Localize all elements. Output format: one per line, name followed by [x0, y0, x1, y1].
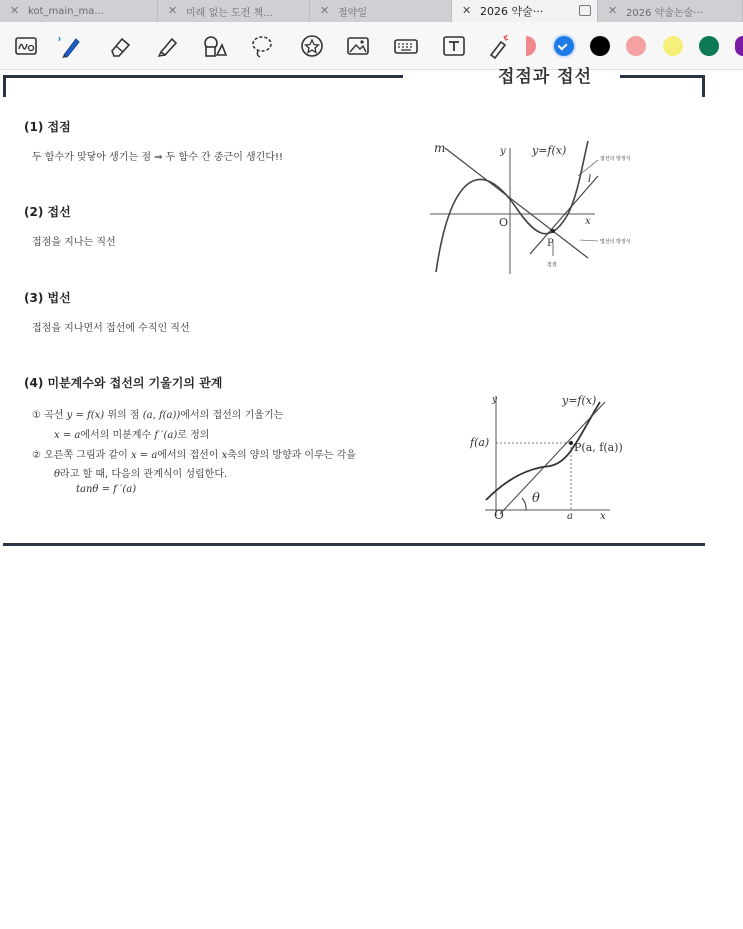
close-icon[interactable]: ✕ [320, 4, 330, 17]
star-sticker-icon [299, 33, 325, 59]
label-y: y [492, 395, 498, 405]
label-a: a [567, 511, 573, 520]
section-title-derivative-relation: (4) 미분계수와 접선의 기울기의 관계 [24, 376, 223, 390]
text-box-tool[interactable] [440, 32, 468, 60]
frame-border [620, 75, 705, 97]
label-y: y [500, 146, 506, 157]
image-icon [345, 33, 371, 59]
tab-active-2026[interactable] [452, 0, 598, 22]
color-swatch-black[interactable] [590, 36, 610, 56]
text: 에서의 미분계수 [80, 430, 152, 441]
text: 에서의 접선이 [157, 450, 219, 461]
math: θ [54, 469, 61, 480]
split-view-icon[interactable] [579, 5, 591, 16]
page-title: 접점과 접선 [498, 67, 593, 87]
relation-line-2 [54, 426, 209, 441]
text: 위의 점 [107, 410, 140, 421]
highlighter-tool[interactable] [154, 32, 182, 60]
label-x: x [600, 511, 606, 520]
label-m: m [434, 141, 446, 155]
figure-tangent-normal [420, 136, 660, 276]
label-normal-equation: 법선의 방정식 [600, 239, 631, 245]
shapes-icon [201, 33, 227, 59]
relation-line-3 [32, 446, 356, 461]
color-swatch-yellow[interactable] [663, 36, 683, 56]
tab-label: kot_main_ma... [28, 5, 104, 17]
label-fx: y=f(x) [562, 394, 597, 407]
color-swatch-pink[interactable] [626, 36, 646, 56]
point-P [569, 441, 573, 445]
tangent-line-l [530, 176, 598, 254]
math: y = f(x) [66, 410, 105, 421]
math: (a, f(a)) [142, 410, 181, 421]
relation-line-4 [54, 465, 227, 480]
frame-border [3, 75, 403, 97]
laser-pointer-tool[interactable] [484, 32, 512, 60]
close-icon[interactable]: ✕ [10, 4, 20, 17]
text: 로 정의 [177, 430, 210, 441]
eraser-icon [107, 33, 133, 59]
keyboard-icon [393, 33, 419, 59]
tab-savings[interactable] [310, 0, 452, 22]
tab-label: 2026 약술··· [480, 5, 544, 18]
text: ② 오른쪽 그림과 같이 [32, 450, 128, 461]
label-origin: O [494, 508, 504, 520]
color-swatch-red[interactable] [526, 36, 536, 56]
handwriting-search-icon [13, 33, 39, 59]
handwriting-search-tool[interactable] [12, 32, 40, 60]
text: ① 곡선 [32, 410, 64, 421]
label-P: P [547, 238, 554, 249]
label-tangent-equation: 접선의 방정식 [600, 156, 631, 162]
text: 축의 양의 방향과 이루는 각을 [227, 450, 356, 461]
color-swatch-purple[interactable] [735, 36, 743, 56]
color-swatch-green[interactable] [699, 36, 719, 56]
tab-label: 2026 약술논술··· [626, 7, 703, 19]
label-origin: O [499, 216, 509, 229]
note-page[interactable] [0, 67, 743, 929]
close-icon[interactable]: ✕ [608, 4, 618, 17]
section-body-contact-point: 두 함수가 맞닿아 생기는 점 ⇒ 두 함수 간 중근이 생긴다!! [32, 152, 284, 163]
tab-label: 절약일 [338, 7, 367, 19]
shape-tool[interactable] [200, 32, 228, 60]
frame-bottom-border [3, 543, 705, 546]
math: tanθ = f ′(a) [76, 484, 137, 495]
normal-line-m [445, 148, 588, 258]
math: x = a [130, 450, 158, 461]
pen-tool[interactable] [56, 32, 84, 60]
keyboard-tool[interactable] [392, 32, 420, 60]
math: f ′(a) [154, 430, 178, 441]
image-tool[interactable] [344, 32, 372, 60]
section-body-normal: 접점을 지나면서 접선에 수직인 직선 [32, 323, 190, 334]
text: 에서의 접선의 기울기는 [180, 410, 284, 421]
contact-point [551, 229, 555, 233]
angle-arc [522, 498, 526, 510]
laser-pointer-icon [485, 33, 511, 59]
label-P: P(a, f(a)) [574, 441, 623, 454]
tab-2026-essay[interactable] [598, 0, 743, 22]
eraser-tool[interactable] [106, 32, 134, 60]
fountain-pen-icon [57, 33, 83, 59]
color-swatch-blue-selected[interactable] [554, 36, 574, 56]
close-icon[interactable]: ✕ [462, 4, 472, 17]
section-title-tangent: (2) 접선 [24, 205, 71, 219]
text: 라고 할 때, 다음의 관계식이 성립한다. [60, 469, 228, 480]
curve [436, 141, 588, 272]
math: x = a [54, 430, 81, 441]
text-box-icon [441, 33, 467, 59]
lasso-tool[interactable] [248, 32, 276, 60]
label-fx: y=f(x) [532, 144, 567, 157]
sticker-tool[interactable] [298, 32, 326, 60]
label-fa: f(a) [470, 436, 490, 449]
label-x: x [585, 216, 591, 227]
label-l: l [588, 174, 592, 185]
math: x [221, 450, 228, 461]
section-body-tangent: 접점을 지나는 직선 [32, 237, 116, 248]
relation-line-1 [32, 406, 283, 421]
tab-label: 미래 없는 도전 책... [186, 7, 273, 19]
highlighter-icon [155, 33, 181, 59]
tab-bar [0, 0, 743, 22]
section-title-normal: (3) 법선 [24, 291, 71, 305]
close-icon[interactable]: ✕ [168, 4, 178, 17]
label-theta: θ [532, 491, 540, 506]
lasso-icon [249, 33, 275, 59]
section-title-contact-point: (1) 접점 [24, 120, 71, 134]
relation-formula [76, 484, 136, 495]
tab-challenge-book[interactable] [158, 0, 310, 22]
pen-toolbar [0, 22, 743, 70]
figure-derivative-angle [470, 388, 640, 520]
pointer-line [580, 240, 598, 241]
tab-kot-main[interactable] [0, 0, 158, 22]
tangent-line [500, 402, 605, 514]
label-contact-point: 접점 [547, 262, 557, 268]
